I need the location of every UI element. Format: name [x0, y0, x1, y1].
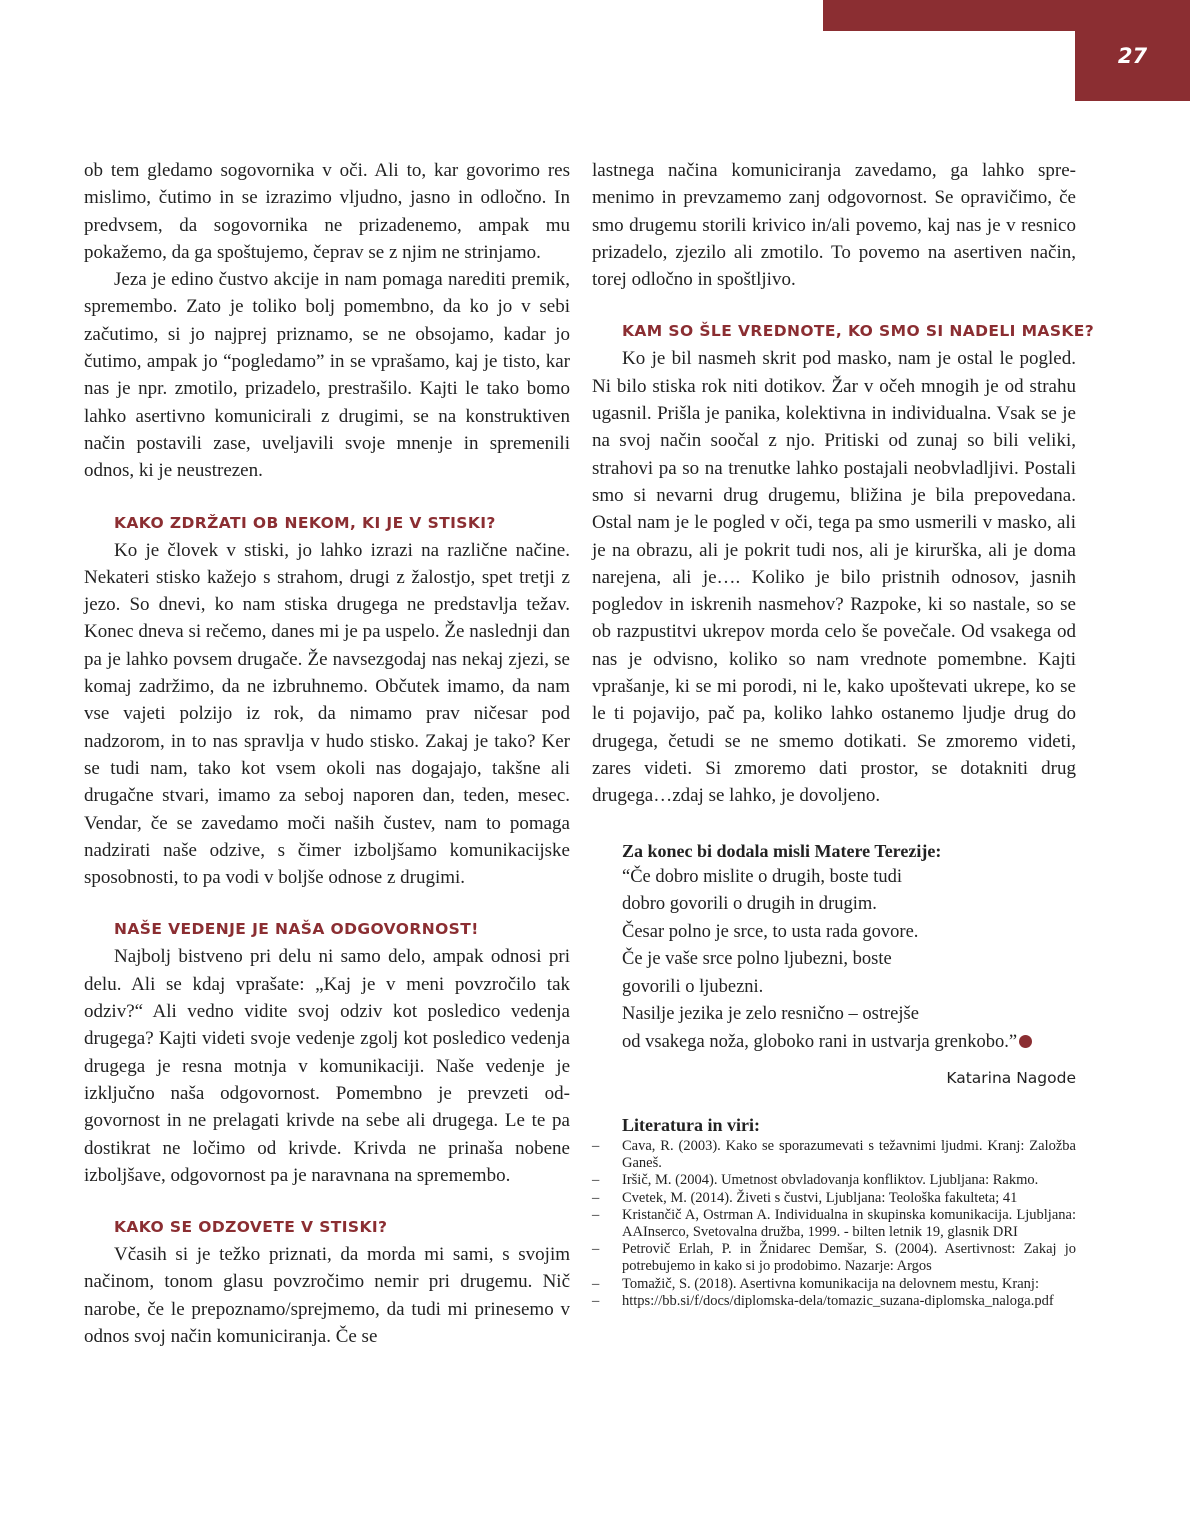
- quote-line: govorili o ljubezni.: [622, 976, 764, 997]
- literature-item: [592, 1172, 1076, 1189]
- list-dash: –: [592, 1189, 600, 1206]
- literature-text: Petrovič Erlah, P. in Žnidarec Demšar, S. (2004). Asertivnost: Zakaj jo potrebujemo in kako si jo prodobimo. Nazarje: Argos: [622, 1241, 1076, 1275]
- author-name: Katarina Nagode: [946, 1069, 1076, 1088]
- paragraph: lastnega načina komuniciranja zavedamo, ga lahko spremenimo in prevzamemo zanj odgovornost. Se opravičimo, če smo drugemu storili krivico in/ali povemo, kaj nas je v resnico prizadelo, zjezilo ali zmotilo. To povemo na asertiven način, torej odločno in spoštljivo.: [592, 160, 1076, 291]
- literature-item: [592, 1207, 1076, 1241]
- literature-text: Iršič, M. (2004). Umetnost obvladovanja konfliktov. Ljubljana: Rakmo.: [622, 1172, 1039, 1189]
- literature-list: [592, 1138, 1076, 1310]
- quote-block: [622, 838, 1076, 1057]
- quote-line: Če je vaše srce polno ljubezni, boste: [622, 949, 892, 970]
- paragraph: Najbolj bistveno pri delu ni samo delo, ampak odnosi pri delu. Ali se kdaj vprašate: „Kaj je v meni povzročilo tak odziv?“ Ali vedno vidite svoj odziv kot posledico vedenja drugega? Kajti videti svoje vedenje zgolj kot posledico vedenja drugega je resna motnja v komunikaciji. Naše vedenje je izključno naša odgovornost. Pomembno je prevzeti odgovornost in ne prelagati krivde na sebe ali drugega. Le te pa dostikrat ne ločimo od krivde. Krivda ne prinaša nobene izboljšave, odgovornost pa je naravnana na spremembo.: [84, 946, 570, 1186]
- literature-text: Cava, R. (2003). Kako se sporazumevati s težavnimi ljudmi. Kranj: Založba Ganeš.: [622, 1138, 1076, 1172]
- paragraph: Ko je bil nasmeh skrit pod masko, nam je ostal le pogled. Ni bilo stiska rok niti dotikov. Žar v očeh mnogih je od strahu ugasnil. Prišla je panika, kolektivna in individualna. Vsak se je na svoj način soočal z njo. Pritiski od zunaj so bili veliki, strahovi pa so na trenutke lahko postajali neobvladljivi. Postali smo si nevarni drug drugemu, bližina je bila prepovedana. Ostal nam je le pogled v oči, tega pa smo usmerili v masko, ali je na obrazu, ali je pokrit tudi nos, ali je kirurška, ali je doma narejena, ali je…. Koliko je bilo pristnih odnosov, jasnih pogledov in iskrenih nasmehov? Razpoke, ki so nastale, so se ob razpustitvi ukrepov morda celo še povečale. Od vsakega od nas je odvisno, koliko so nam vrednote pomembne. Kajti vprašanje, ki se mi porodi, ni le, kako upoštevati ukrepe, ko se le ti pojavijo, pač pa, koliko lahko ostanemo ljudje drug do drugega, četudi se ne smemo dotikati. Se zmoremo videti, zares videti. Si zmoremo dati prostor, se dotakniti drug drugega…zdaj se lahko, je dovoljeno.: [592, 348, 1076, 807]
- literature-title: Literatura in viri:: [622, 1115, 760, 1136]
- quote-line: dobro govorili o drugih in drugim.: [622, 894, 877, 915]
- list-dash: –: [592, 1241, 600, 1258]
- list-dash: –: [592, 1172, 600, 1189]
- section-heading: KAM SO ŠLE VREDNOTE, KO SMO SI NADELI MASKE?: [622, 322, 1095, 341]
- list-dash: –: [592, 1138, 600, 1155]
- paragraph: Včasih si je težko priznati, da morda mi sami, s svojim načinom, tonom glasu povzročimo nemir pri drugemu. Nič narobe, če le prepoznamo/sprejmemo, da tudi mi prinesemo v odnos svoj način komuniciranja. Če se: [84, 1244, 570, 1347]
- quote-line-text: od vsakega noža, globoko rani in ustvarja grenkobo.”: [622, 1031, 1018, 1052]
- right-column: [592, 157, 1095, 1310]
- paragraph: Jeza je edino čustvo akcije in nam pomaga narediti premik, spremembo. Zato je toliko bolj pomembno, da ko jo v sebi začutimo, si jo najprej priznamo, se ne obsojamo, kadar jo čutimo, ampak jo “pogledamo” in se vprašamo, kaj je tisto, kar nas je npr. zmotilo, prizadelo, prestrašilo. Kajti le tako bomo lahko asertivno komunicirali z drugimi, se na konstruktiven način postavili zase, uveljavili svoje mnenje in spremenili odnos, ki je neustrezen.: [84, 269, 570, 482]
- quote-line-last: [622, 1029, 1076, 1057]
- end-mark-icon: [1019, 1035, 1032, 1048]
- literature-item: [592, 1293, 1076, 1310]
- paragraph: ob tem gledamo sogovornika v oči. Ali to, kar govorimo res mislimo, čutimo in se izrazimo vljudno, jasno in odločno. In predvsem, da sogovornika ne prizadenemo, ampak mu pokažemo, da ga spoštujemo, čeprav se z njim ne strinjamo.: [84, 160, 570, 263]
- section-heading: NAŠE VEDENJE JE NAŠA ODGOVORNOST!: [114, 920, 479, 939]
- quote-line: Nasilje jezika je zelo resnično – ostrejše: [622, 1004, 919, 1025]
- section-heading: KAKO ZDRŽATI OB NEKOM, KI JE V STISKI?: [114, 513, 496, 532]
- quote-line: “Če dobro mislite o drugih, boste tudi: [622, 866, 903, 887]
- literature-link[interactable]: https://bb.si/f/docs/diplomska-dela/tomazic_suzana-diplomska_​naloga.pdf: [622, 1292, 1054, 1309]
- literature-text: Kristančič A, Ostrman A. Individualna in skupinska komunikacija. Ljubljana: AAInserco, Svetovalna družba, 1999. - bilten letnik 19, glasnik DRI: [622, 1206, 1076, 1241]
- list-dash: –: [592, 1275, 600, 1292]
- quote-intro: Za konec bi dodala misli Matere Terezije:: [622, 840, 942, 861]
- section-heading: KAKO SE ODZOVETE V STISKI?: [114, 1218, 388, 1237]
- left-column: [84, 157, 570, 1350]
- list-dash: –: [592, 1292, 600, 1309]
- literature-item: [592, 1190, 1076, 1207]
- header-band: [823, 0, 1190, 31]
- list-dash: –: [592, 1206, 600, 1223]
- paragraph: Ko je človek v stiski, jo lahko izrazi na različne načine. Nekateri stisko kažejo s strahom, drugi z žalostjo, spet tretji z jezo. So dnevi, ko nam stiska drugega ne predstavlja težav. Konec dneva si rečemo, danes mi je pa uspelo. Že naslednji dan pa je lahko povsem drugače. Že navsezgodaj nas nekaj zjezi, se komaj zadržimo, da ne izbruhnemo. Občutek imamo, da nam vse vajeti polzijo iz rok, da nimamo prav ničesar pod nadzorom, in to nas spravlja v hudo stisko. Zakaj je tako? Ker se tudi nam, tako kot vsem okoli nas dogajajo, takšne ali drugačne stvari, imamo za seboj naporen dan, teden, mesec. Vendar, če se zavedamo moči naših čustev, nam to pomaga nadzirati naše odzive, s čimer izboljšamo komunikacijske sposobnosti, to pa vodi v boljše odnose z drugimi.: [84, 539, 570, 889]
- literature-item: [592, 1138, 1076, 1172]
- literature-item: [592, 1276, 1076, 1293]
- quote-line: Česar polno je srce, to usta rada govore.: [622, 921, 919, 942]
- literature-text: Tomažič, S. (2018). Asertivna komunikacija na delovnem mestu, Kranj:: [622, 1275, 1039, 1292]
- literature-item: [592, 1241, 1076, 1275]
- literature-text: Cvetek, M. (2014). Živeti s čustvi, Ljubljana: Teološka fakulteta; 41: [622, 1189, 1018, 1206]
- page-number: 27: [1117, 44, 1148, 68]
